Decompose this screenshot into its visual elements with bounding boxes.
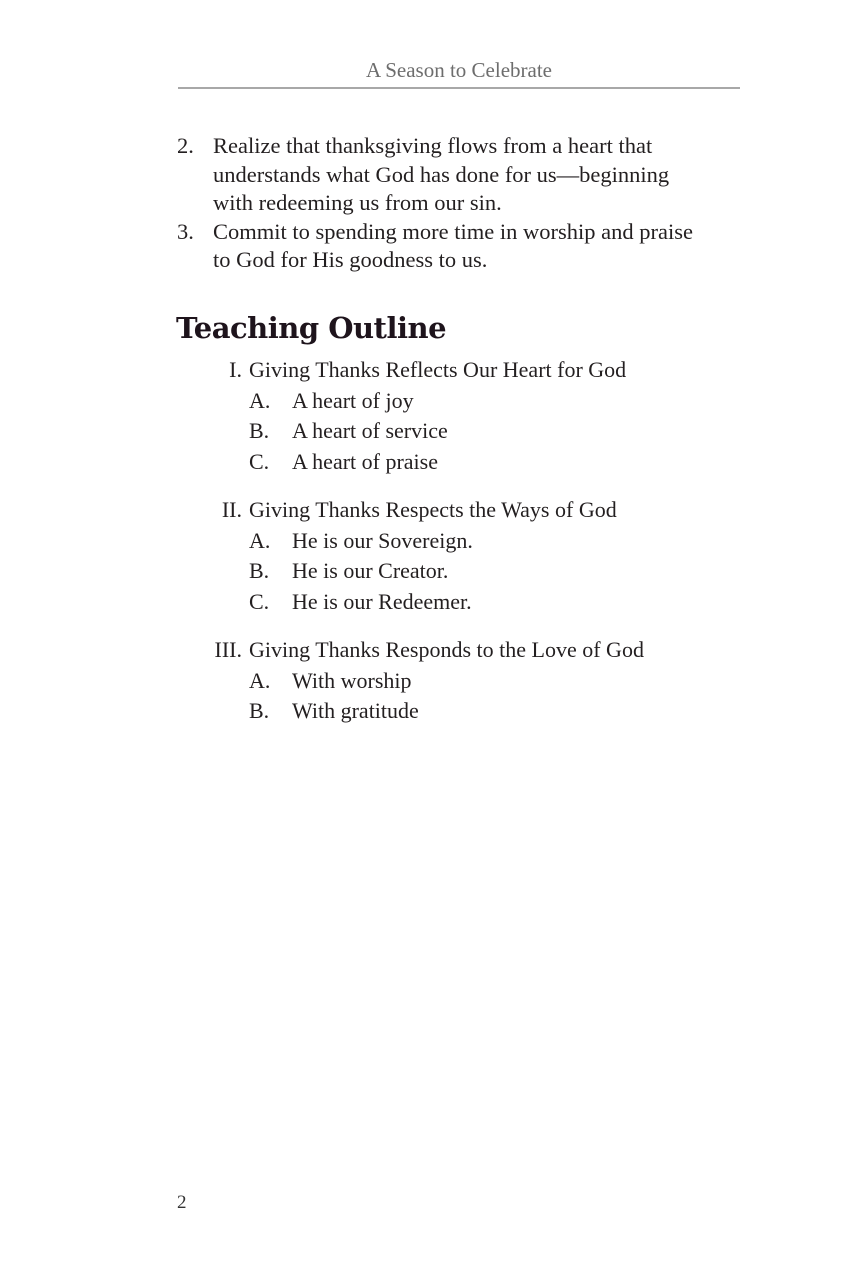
section-heading: Teaching Outline (176, 311, 447, 345)
point-text: A heart of joy (292, 387, 414, 413)
page-number: 2 (177, 1192, 187, 1213)
header-rule (178, 87, 740, 89)
outline-section (176, 635, 736, 727)
objective-text (213, 218, 757, 275)
outline-title: Giving Thanks Responds to the Love of God (249, 637, 644, 662)
outline-title: Giving Thanks Reflects Our Heart for God (249, 357, 627, 382)
point-text: A heart of service (292, 418, 448, 443)
point-text: He is our Redeemer. (292, 588, 472, 614)
point-text: He is our Creator. (292, 558, 449, 583)
point-letter: A. (249, 387, 271, 413)
point-text: With worship (292, 667, 412, 693)
objective-text (213, 132, 757, 218)
teaching-outline (176, 355, 736, 745)
point-letter: A. (249, 527, 271, 553)
point-letter: B. (249, 418, 270, 443)
objectives-list (177, 132, 757, 275)
point-letter: C. (249, 588, 270, 614)
point-letter: A. (249, 667, 271, 693)
point-letter: B. (249, 558, 270, 583)
objective-item (177, 218, 757, 275)
point-text: A heart of praise (292, 448, 438, 474)
running-head: A Season to Celebrate (365, 58, 553, 82)
point-text: He is our Sovereign. (292, 527, 473, 553)
point-letter: B. (249, 698, 270, 723)
outline-numeral: II. (221, 497, 242, 522)
outline-title: Giving Thanks Respects the Ways of God (249, 497, 617, 522)
objective-line: Commit to spending more time in worship and praise (213, 218, 693, 244)
point-text: With gratitude (292, 698, 419, 723)
outline-section (176, 495, 736, 617)
objective-line: Realize that thanksgiving flows from a heart that (213, 133, 653, 158)
outline-numeral: III. (214, 637, 242, 662)
objective-line: understands what God has done for us—beginning (213, 161, 670, 187)
objective-item (177, 132, 757, 218)
objective-line: to God for His goodness to us. (213, 247, 488, 272)
outline-section (176, 355, 736, 477)
point-letter: C. (249, 448, 270, 474)
outline-numeral: I. (229, 357, 242, 382)
objective-number: 2. (177, 133, 194, 158)
objective-number: 3. (177, 218, 194, 244)
objective-line: with redeeming us from our sin. (213, 190, 502, 215)
